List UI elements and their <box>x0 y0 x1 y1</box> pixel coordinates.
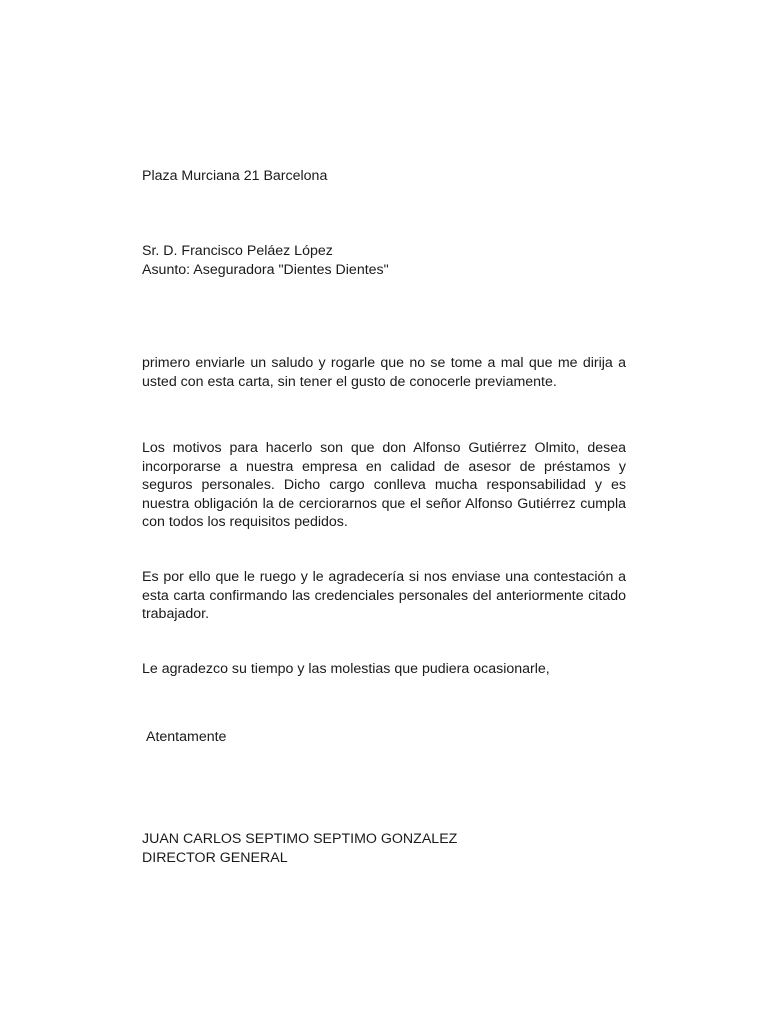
body-paragraph-2: Los motivos para hacerlo son que don Alfonso Gutiérrez Olmito, desea incorporarse a nuestra empresa en calidad de asesor de préstamos y seguros personales. Dicho cargo conlleva mucha responsabilidad y es nuestra obligación la de cerciorarnos que el señor Alfonso Gutiérrez cumpla con todos los requisitos pedidos. <box>142 440 626 530</box>
signature-block <box>142 830 626 867</box>
signer-title: DIRECTOR GENERAL <box>142 849 288 866</box>
recipient-name: Sr. D. Francisco Peláez López <box>142 243 333 259</box>
body-paragraph-3: Es por ello que le ruego y le agradecería si nos enviase una contestación a esta carta confirmando las credenciales personales del anteriormente citado trabajador. <box>142 569 626 622</box>
signer-name: JUAN CARLOS SEPTIMO SEPTIMO GONZALEZ <box>142 831 458 847</box>
body-paragraph-1: primero enviarle un saludo y rogarle que no se tome a mal que me dirija a usted con esta carta, sin tener el gusto de conocerle previamente. <box>142 355 626 390</box>
subject-line: Asunto: Aseguradora "Dientes Dientes" <box>142 261 389 278</box>
recipient-block <box>142 242 626 279</box>
body-paragraph-4: Le agradezco su tiempo y las molestias que pudiera ocasionarle, <box>142 661 550 677</box>
sender-address: Plaza Murciana 21 Barcelona <box>142 168 328 184</box>
closing-salutation: Atentamente <box>146 729 227 745</box>
